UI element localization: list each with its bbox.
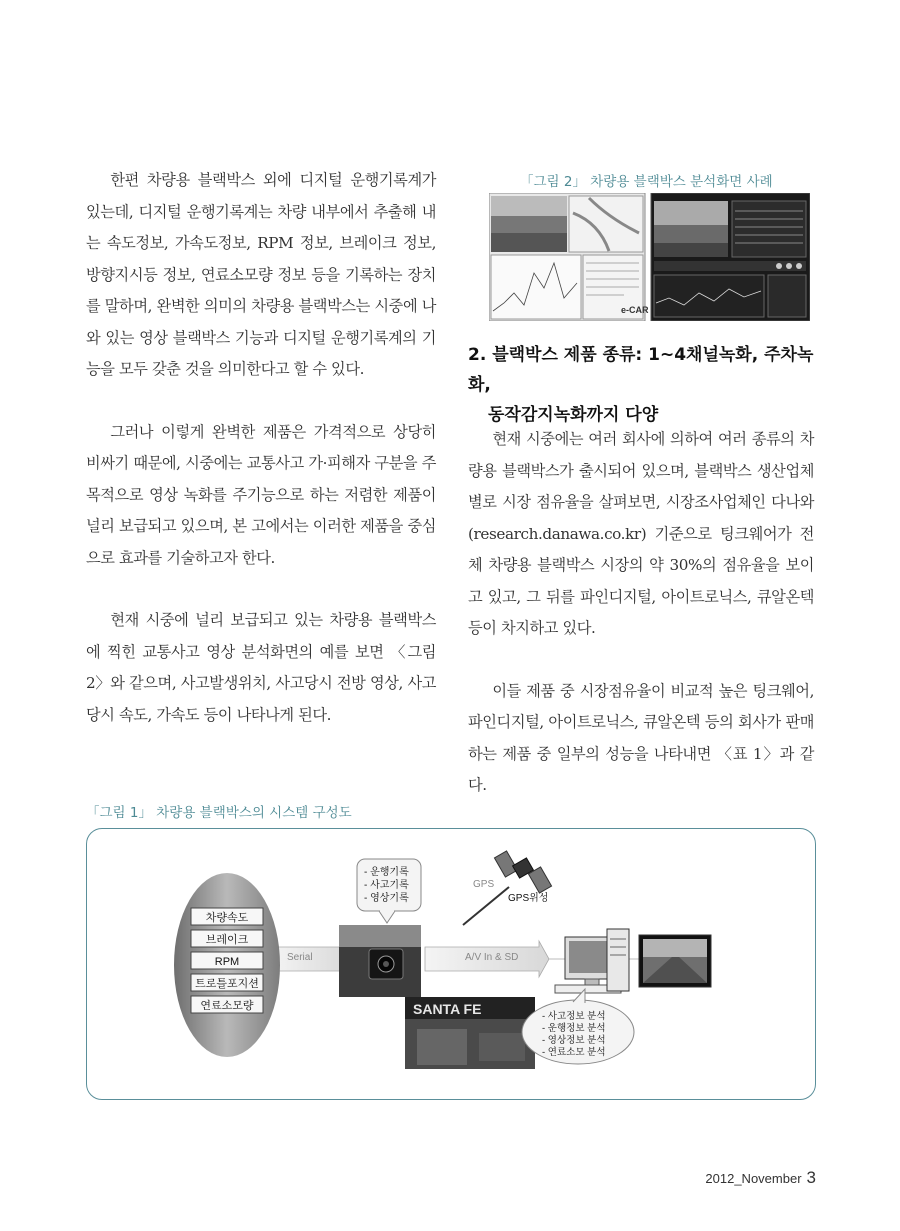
analysis-screen-right [651, 193, 810, 321]
left-paragraph-3: 현재 시중에 널리 보급되고 있는 차량용 블랙박스에 찍힌 교통사고 영상 분석화면의 예를 보면 〈그림 2〉와 같으며, 사고발생위치, 사고당시 전방 영상, 사고당시 속도, 가속도 등이 나타나게 된다. [86, 611, 436, 724]
serial-label: Serial [287, 952, 313, 963]
left-column [86, 165, 436, 731]
section-title-line-2: 동작감지녹화까지 다양 [488, 405, 659, 425]
figure-2-caption: 「그림 2」 차량용 블랙박스 분석화면 사례 [520, 174, 773, 190]
input-label-rpm: RPM [214, 956, 240, 968]
system-diagram-svg [87, 829, 815, 1099]
analysis-item-1: - 사고정보 분석 [542, 1011, 606, 1022]
input-chip-fuel [191, 996, 263, 1013]
input-label-throttle: 트로틀포지션 [195, 978, 259, 990]
section-title-line-1: 2. 블랙박스 제품 종류: 1~4채널녹화, 주차녹화, [468, 345, 814, 395]
right-paragraph-2: 이들 제품 중 시장점유율이 비교적 높은 팅크웨어, 파인디지털, 아이트로닉스, 큐알온텍 등의 회사가 판매하는 제품 중 일부의 성능을 나타내면 〈표 1〉과 같다. [468, 681, 814, 794]
blackbox-device-image [339, 925, 421, 997]
input-label-speed: 차량속도 [205, 912, 249, 924]
figure-2-screenshots [489, 193, 810, 321]
left-paragraph-2: 그러나 이렇게 완벽한 제품은 가격적으로 상당히 비싸기 때문에, 시중에는 교통사고 가·피해자 구분을 주목적으로 영상 녹화를 주기능으로 하는 저렴한 제품이 널리 보급되고 있으며, 본 고에서는 이러한 제품을 중심으로 효과를 기술하고자 한다. [86, 422, 436, 567]
record-bubble [357, 859, 421, 923]
record-item-3: - 영상기록 [364, 893, 409, 904]
input-chip-speed [191, 908, 263, 925]
analysis-item-2: - 운행정보 분석 [542, 1023, 606, 1034]
input-chip-brake [191, 930, 263, 947]
gps-label: GPS [473, 879, 495, 890]
monitor-road-image [639, 935, 711, 987]
section-title [468, 340, 828, 430]
input-chip-throttle [191, 974, 263, 991]
page-footer [705, 1168, 816, 1188]
page-number: 3 [806, 1168, 816, 1187]
analysis-screen-left [489, 193, 649, 321]
gps-satellite-label: GPS위성 [508, 893, 549, 904]
car-interior-image [405, 997, 535, 1069]
issue-label: 2012_November [705, 1171, 802, 1186]
record-item-2: - 사고기록 [364, 880, 409, 891]
analysis-item-4: - 연료소모 분석 [542, 1047, 606, 1058]
av-label: A/V In & SD [465, 952, 519, 963]
figure-1-system-diagram [86, 828, 816, 1100]
input-label-brake: 브레이크 [205, 934, 249, 946]
record-item-1: - 운행기록 [364, 867, 409, 878]
input-label-fuel: 연료소모량 [200, 1000, 254, 1012]
right-column [468, 424, 814, 802]
left-paragraph-1: 한편 차량용 블랙박스 외에 디지털 운행기록계가 있는데, 디지털 운행기록계는 차량 내부에서 추출해 내는 속도정보, 가속도정보, RPM 정보, 브레이크 정보, 방향지시등 정보, 연료소모량 정보 등을 기록하는 장치를 말하며, 완벽한 의미의 차량용 블랙박스는 시중에 나와 있는 영상 블랙박스 기능과 디지털 운행기록계의 기능을 모두 갖춘 것을 의미한다고 할 수 있다. [86, 171, 436, 378]
santa-fe-badge: SANTA FE [413, 1001, 482, 1017]
figure-1-caption: 「그림 1」 차량용 블랙박스의 시스템 구성도 [86, 805, 352, 821]
analysis-computer-icon [555, 929, 629, 993]
e-car-logo-text: e-CAR [621, 305, 649, 315]
analysis-bubble [522, 989, 634, 1064]
analysis-item-3: - 영상정보 분석 [542, 1035, 606, 1046]
right-paragraph-1: 현재 시중에는 여러 회사에 의하여 여러 종류의 차량용 블랙박스가 출시되어 있으며, 블랙박스 생산업체 별로 시장 점유율을 살펴보면, 시장조사업체인 다나와(research.danawa.co.kr) 기준으로 팅크웨어가 전체 차량용 블랙박스 시장의 약 30%의 점유율을 보이고 있고, 그 뒤를 파인디지털, 아이트로닉스, 큐알온텍 등이 차지하고 있다. [468, 430, 814, 637]
input-chip-rpm [191, 952, 263, 969]
